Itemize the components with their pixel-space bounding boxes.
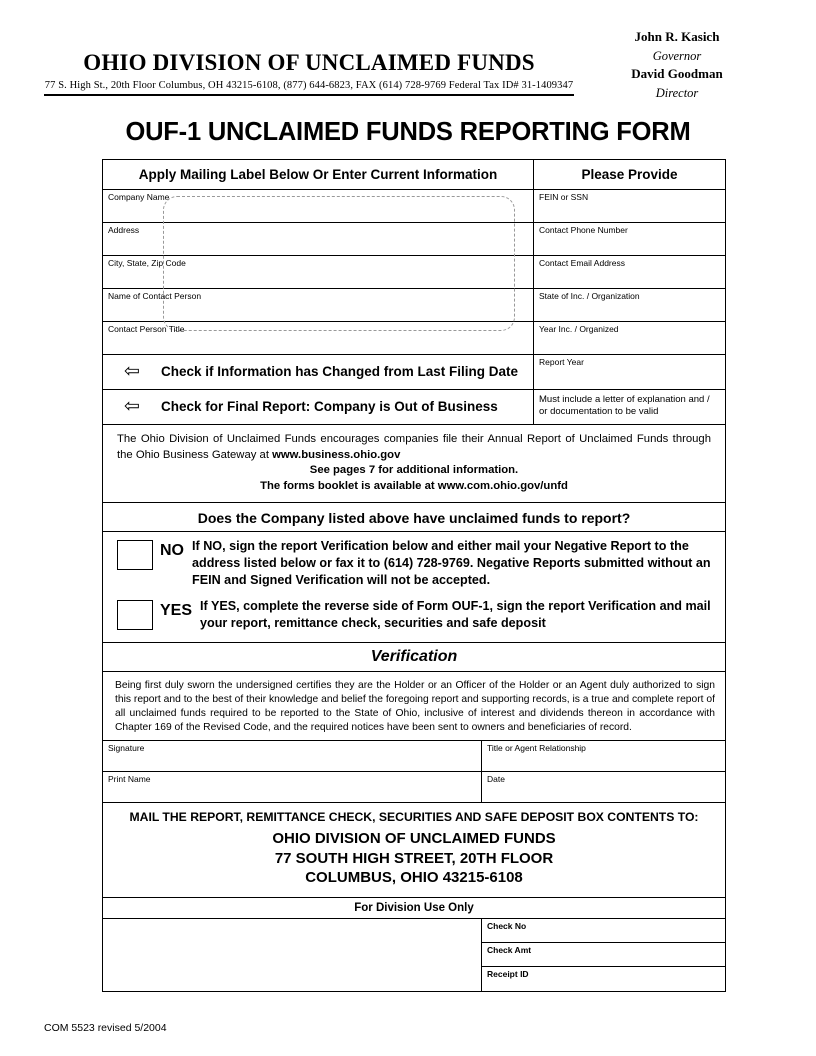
city-state-zip-label: City, State, Zip Code <box>108 257 186 268</box>
contact-title-field[interactable] <box>103 322 533 354</box>
check-amt-field[interactable] <box>482 943 725 967</box>
director-name: David Goodman <box>631 65 723 81</box>
sworn-statement-row <box>103 672 725 742</box>
year-inc-label: Year Inc. / Organized <box>539 323 619 334</box>
verification-title-row <box>103 643 725 672</box>
must-include-note: Must include a letter of explanation and / or documentation to be valid <box>539 393 710 417</box>
contact-email-label: Contact Email Address <box>539 257 625 268</box>
address-field[interactable] <box>103 223 533 255</box>
report-year-cell <box>533 355 725 389</box>
division-use-title-row <box>103 898 725 919</box>
print-name-label: Print Name <box>108 774 151 785</box>
contact-person-cell <box>103 289 533 321</box>
fein-label: FEIN or SSN <box>539 191 589 202</box>
print-name-field[interactable] <box>103 772 481 802</box>
address-label: Address <box>108 224 140 235</box>
print-name-row <box>103 772 725 803</box>
left-arrow-icon: ⇦ <box>124 361 140 383</box>
email-cell <box>533 256 725 288</box>
please-provide-banner: Please Provide <box>533 160 725 189</box>
no-answer-block <box>103 532 725 598</box>
year-inc-field[interactable] <box>534 322 725 354</box>
state-inc-cell <box>533 289 725 321</box>
date-label: Date <box>487 774 505 785</box>
mailing-label-banner: Apply Mailing Label Below Or Enter Current Information <box>138 166 498 182</box>
no-instructions: If NO, sign the report Verification below and either mail your Negative Report to the address listed below or fax it to (614) 728-9769. Negative Reports submitted without an FEIN and Signed Verification will not be accepted. <box>192 539 711 587</box>
question-row <box>103 503 725 532</box>
address-cell <box>103 223 533 255</box>
no-tag: NO <box>160 542 184 560</box>
contact-person-label: Name of Contact Person <box>108 290 202 301</box>
yes-instructions: If YES, complete the reverse side of Form OUF-1, sign the report Verification and mail your report, remittance check, securities and safe deposit <box>200 599 711 631</box>
mail-to-line1: MAIL THE REPORT, REMITTANCE CHECK, SECURITIES AND SAFE DEPOSIT BOX CONTENTS TO: <box>129 810 699 825</box>
mail-to-line2: OHIO DIVISION OF UNCLAIMED FUNDS <box>272 830 556 848</box>
gateway-url: www.business.ohio.gov <box>272 448 401 461</box>
check-row-final <box>103 390 725 425</box>
company-name-field[interactable] <box>103 190 533 222</box>
contact-person-field[interactable] <box>103 289 533 321</box>
answer-row-yes <box>103 598 725 642</box>
check-no-label: Check No <box>487 920 527 931</box>
field-row-contact-title <box>103 322 725 355</box>
division-use-title: For Division Use Only <box>354 901 474 914</box>
fein-cell <box>533 190 725 222</box>
gateway-line1: The Ohio Division of Unclaimed Funds encourages companies file their Annual Report of Unclaimed Funds through the Ohio Business Gateway at <box>117 432 711 461</box>
contact-phone-label: Contact Phone Number <box>539 224 628 235</box>
gateway-row <box>103 425 725 503</box>
agency-address: 77 S. High St., 20th Floor Columbus, OH 43215-6108, (877) 644-6823, FAX (614) 728-9769 Federal Tax ID# 31-1409347 <box>44 80 574 91</box>
footer-revision: COM 5523 revised 5/2004 <box>44 1022 167 1034</box>
mailing-label-area <box>103 190 533 222</box>
signature-cell <box>103 741 481 771</box>
field-row-address <box>103 223 725 256</box>
field-row-city <box>103 256 725 289</box>
receipt-id-field[interactable] <box>482 967 725 991</box>
title-agent-cell <box>481 741 725 771</box>
date-cell <box>481 772 725 802</box>
report-year-label: Report Year <box>539 356 584 367</box>
answer-row-no <box>103 532 725 598</box>
must-include-cell <box>533 390 725 424</box>
contact-phone-field[interactable] <box>534 223 725 255</box>
date-field[interactable] <box>482 772 725 802</box>
verification-title: Verification <box>370 647 458 665</box>
mail-to-row <box>103 803 725 898</box>
field-row-contact-person <box>103 289 725 322</box>
title-agent-field[interactable] <box>482 741 725 771</box>
main-form <box>102 159 726 992</box>
print-name-cell <box>103 772 481 802</box>
report-year-field[interactable] <box>534 355 725 389</box>
gateway-paragraph <box>103 425 725 502</box>
city-cell <box>103 256 533 288</box>
receipt-id-label: Receipt ID <box>487 968 529 979</box>
info-changed-checkbox-row[interactable] <box>103 355 533 389</box>
title-agent-label: Title or Agent Relationship <box>487 743 586 754</box>
yes-tag: YES <box>160 602 193 620</box>
left-arrow-icon: ⇦ <box>124 396 140 418</box>
agency-header-block <box>44 28 574 96</box>
contact-title-label: Contact Person Title <box>108 323 185 334</box>
director-role: Director <box>655 85 699 100</box>
yes-answer-block <box>103 598 725 641</box>
governor-name: John R. Kasich <box>634 29 720 44</box>
gateway-line3: The forms booklet is available at www.com.ohio.gov/unfd <box>260 479 568 492</box>
governor-role: Governor <box>652 48 702 63</box>
field-row-company <box>103 190 725 223</box>
signature-field[interactable] <box>103 741 481 771</box>
no-checkbox[interactable] <box>117 540 153 570</box>
city-state-zip-field[interactable] <box>103 256 533 288</box>
mail-to-block <box>103 803 725 897</box>
check-no-field[interactable] <box>482 919 725 943</box>
unclaimed-funds-question: Does the Company listed above have unclaimed funds to report? <box>197 510 631 527</box>
header-divider <box>44 94 574 96</box>
gateway-line2: See pages 7 for additional information. <box>309 464 519 477</box>
check-amt-label: Check Amt <box>487 944 532 955</box>
phone-cell <box>533 223 725 255</box>
contact-title-cell <box>103 322 533 354</box>
signature-label: Signature <box>108 743 145 754</box>
info-changed-label: Check if Information has Changed from Last Filing Date <box>161 364 519 380</box>
signature-row <box>103 741 725 772</box>
final-report-label: Check for Final Report: Company is Out of Business <box>161 399 498 415</box>
sworn-statement: Being first duly sworn the undersigned certifies they are the Holder or an Officer of the Holder or an Agent duly authorized to sign this report and to the best of their knowledge and belief the foregoing report and supporting records, is a true and complete report of all unclaimed funds required to be reported to the State of Ohio, inclusive of interest and dividends thereon in accordance with Chapter 169 of the Revised Code, and the required notices have been sent to owners and beneficiaries of record. <box>115 679 715 733</box>
final-report-checkbox-row[interactable] <box>103 390 533 424</box>
mail-to-line4: COLUMBUS, OHIO 43215-6108 <box>305 869 523 887</box>
document-header <box>44 28 772 102</box>
state-inc-label: State of Inc. / Organization <box>539 290 640 301</box>
division-use-row <box>103 919 725 991</box>
contact-email-field[interactable] <box>534 256 725 288</box>
check-row-changed <box>103 355 725 390</box>
form-title: OUF-1 UNCLAIMED FUNDS REPORTING FORM <box>125 117 691 146</box>
year-inc-cell <box>533 322 725 354</box>
yes-checkbox[interactable] <box>117 600 153 630</box>
officials-block <box>582 28 772 102</box>
mail-to-line3: 77 SOUTH HIGH STREET, 20TH FLOOR <box>274 849 554 867</box>
company-name-label: Company Name <box>108 191 170 202</box>
banner-row <box>103 160 725 190</box>
division-use-blank-cell <box>103 919 481 991</box>
division-use-fields <box>481 919 725 991</box>
fein-field[interactable] <box>534 190 725 222</box>
state-inc-field[interactable] <box>534 289 725 321</box>
agency-title: OHIO DIVISION OF UNCLAIMED FUNDS <box>83 50 535 75</box>
